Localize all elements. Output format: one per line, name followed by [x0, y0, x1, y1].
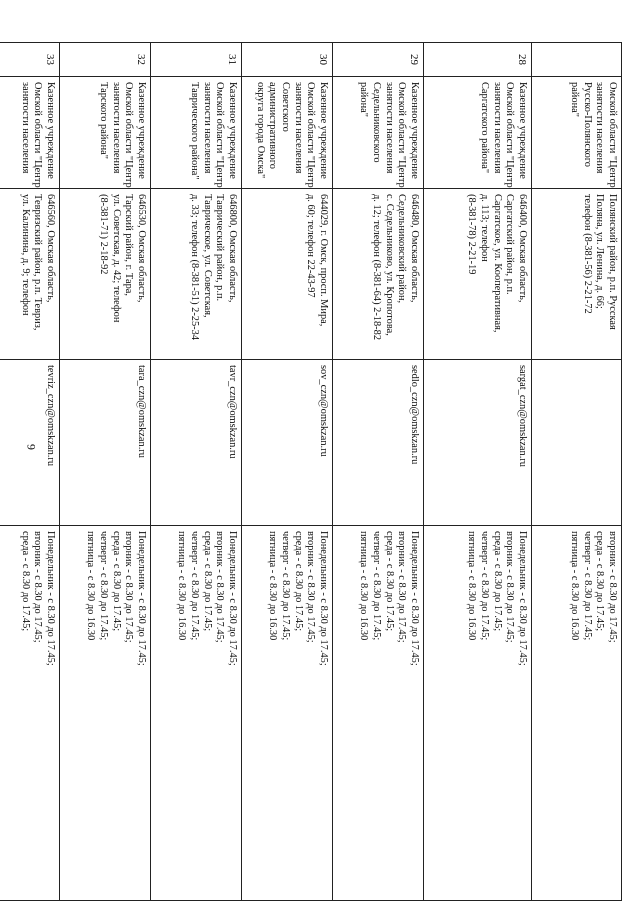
- institution-name-cell-line: Седельниковского: [370, 82, 382, 163]
- working-hours-cell-line: среда - с 8.30 до 17.45;: [491, 531, 503, 632]
- address-cell-line: Таврическое, ул. Советская,: [201, 194, 213, 318]
- address-cell-line: д. 33; телефон (8-381-51) 2-25-34: [188, 194, 200, 341]
- email-cell: tavr_czn@omskzan.ru: [151, 360, 242, 526]
- working-hours-cell: [151, 526, 242, 901]
- table-row: [0, 43, 60, 901]
- institution-name-cell-line: Казенное учреждение: [318, 82, 329, 179]
- institution-name-cell-line: Омской области "Центр: [305, 82, 317, 188]
- working-hours-cell: [60, 526, 151, 901]
- institution-name-cell-line: Тарского района": [97, 82, 109, 159]
- rotated-table-container: [19, 42, 622, 900]
- institution-name-cell: [333, 77, 424, 189]
- address-cell-line: Тевризский район, р.п. Тевриз,: [32, 194, 44, 331]
- institution-name-cell-line: Казенное учреждение: [517, 82, 528, 179]
- working-hours-cell-line: вторник - с 8.30 до 17.45;: [32, 531, 44, 643]
- working-hours-cell-line: среда - с 8.30 до 17.45;: [201, 531, 213, 632]
- address-cell-line: Саргатский район, р.п.: [504, 194, 516, 295]
- working-hours-cell: [0, 526, 60, 901]
- working-hours-cell: [333, 526, 424, 901]
- table-row: [333, 43, 424, 901]
- row-number-cell: 28: [424, 43, 532, 77]
- institution-name-cell-line: Казенное учреждение: [227, 82, 238, 179]
- address-cell-line: (8-381-71) 2-18-92: [97, 194, 109, 275]
- working-hours-cell-line: Понедельник - с 8.30 до 17.45;: [227, 531, 238, 666]
- address-cell-line: 646800, Омская область,: [227, 194, 238, 303]
- working-hours-cell: [532, 526, 622, 901]
- institution-name-cell-line: занятости населения: [491, 82, 503, 174]
- institution-name-cell-line: занятости населения: [19, 82, 31, 174]
- working-hours-cell-line: вторник - с 8.30 до 17.45;: [504, 531, 516, 643]
- email-cell: sov_czn@omskzan.ru: [242, 360, 333, 526]
- institution-name-cell-line: Омской области "Центр: [504, 82, 516, 188]
- working-hours-cell-line: четверг - с 8.30 до 17.45;: [370, 531, 382, 641]
- row-number-cell: 29: [333, 43, 424, 77]
- email-cell: sargat_czn@omskzan.ru: [424, 360, 532, 526]
- email-cell: [532, 360, 622, 526]
- institution-name-cell-line: Омской области "Центр: [607, 82, 618, 188]
- working-hours-cell-line: Понедельник - с 8.30 до 17.45;: [136, 531, 147, 666]
- working-hours-cell-line: пятница - с 8.30 до 16.30: [358, 531, 370, 641]
- institution-name-cell-line: Русско-Полянского: [581, 82, 593, 167]
- working-hours-cell-line: среда - с 8.30 до 17.45;: [594, 531, 606, 632]
- institution-name-cell-line: Советского: [279, 82, 291, 132]
- row-number-cell: 31: [151, 43, 242, 77]
- address-cell-line: 646400, Омская область,: [517, 194, 528, 303]
- working-hours-cell: [424, 526, 532, 901]
- working-hours-cell-line: среда - с 8.30 до 17.45;: [19, 531, 31, 632]
- institution-name-cell-line: занятости населения: [594, 82, 606, 174]
- institution-name-cell: [0, 77, 60, 189]
- address-cell: [333, 189, 424, 360]
- address-cell-line: 646560, Омская область,: [45, 194, 56, 303]
- address-cell: [532, 189, 622, 360]
- institution-name-cell-line: Казенное учреждение: [136, 82, 147, 179]
- institution-name-cell-line: занятости населения: [292, 82, 304, 174]
- table-row: [151, 43, 242, 901]
- address-cell-line: д. 113; телефон: [478, 194, 490, 262]
- employment-centers-table: [0, 42, 622, 901]
- address-cell-line: ул. Советская, д. 42; телефон: [110, 194, 122, 323]
- working-hours-cell-line: Понедельник - с 8.30 до 17.45;: [45, 531, 56, 666]
- address-cell-line: д. 12; телефон (8-381-64) 2-18-82: [370, 194, 382, 341]
- email-cell: sedlo_czn@omskzan.ru: [333, 360, 424, 526]
- working-hours-cell-line: вторник - с 8.30 до 17.45;: [214, 531, 226, 643]
- address-cell-line: 646530, Омская область,: [136, 194, 147, 303]
- institution-name-cell-line: Саргатского района": [478, 82, 490, 174]
- address-cell-line: д. 60; телефон 22-43-97: [305, 194, 317, 298]
- address-cell-line: Седельниковский район,: [396, 194, 408, 304]
- working-hours-cell-line: пятница - с 8.30 до 16.30: [176, 531, 188, 641]
- institution-name-cell-line: занятости населения: [110, 82, 122, 174]
- working-hours-cell-line: среда - с 8.30 до 17.45;: [383, 531, 395, 632]
- institution-name-cell-line: округа города Омска": [254, 82, 266, 179]
- address-cell-line: 646480, Омская область,: [409, 194, 420, 303]
- table-row: [60, 43, 151, 901]
- table-row: [532, 43, 622, 901]
- working-hours-cell: [242, 526, 333, 901]
- institution-name-cell-line: района": [358, 82, 370, 117]
- institution-name-cell-line: Омской области "Центр: [123, 82, 135, 188]
- working-hours-cell-line: четверг - с 8.30 до 17.45;: [188, 531, 200, 641]
- institution-name-cell-line: Омской области "Центр: [32, 82, 44, 188]
- working-hours-cell-line: вторник - с 8.30 до 17.45;: [607, 531, 618, 643]
- address-cell-line: Тарский район, г. Тара,: [123, 194, 135, 296]
- institution-name-cell-line: Казенное учреждение: [409, 82, 420, 179]
- working-hours-cell-line: вторник - с 8.30 до 17.45;: [305, 531, 317, 643]
- address-cell-line: с. Седельниково, ул. Кропотова,: [383, 194, 395, 336]
- institution-name-cell-line: Омской области "Центр: [214, 82, 226, 188]
- working-hours-cell-line: пятница - с 8.30 до 16.30: [568, 531, 580, 641]
- row-number-cell: 30: [242, 43, 333, 77]
- working-hours-cell-line: среда - с 8.30 до 17.45;: [110, 531, 122, 632]
- institution-name-cell-line: занятости населения: [383, 82, 395, 174]
- address-cell: [242, 189, 333, 360]
- institution-name-cell-line: района": [568, 82, 580, 117]
- address-cell: [424, 189, 532, 360]
- address-cell-line: телефон (8-381-56) 2-21-72: [581, 194, 593, 314]
- working-hours-cell-line: четверг - с 8.30 до 17.45;: [581, 531, 593, 641]
- institution-name-cell: [424, 77, 532, 189]
- working-hours-cell-line: четверг - с 8.30 до 17.45;: [97, 531, 109, 641]
- institution-name-cell-line: занятости населения: [201, 82, 213, 174]
- address-cell-line: Саргатское, ул. Кооперативная,: [491, 194, 503, 333]
- institution-name-cell-line: Омской области "Центр: [396, 82, 408, 188]
- institution-name-cell-line: Казенное учреждение: [45, 82, 56, 179]
- row-number-cell: [532, 43, 622, 77]
- institution-name-cell: [60, 77, 151, 189]
- working-hours-cell-line: четверг - с 8.30 до 17.45;: [478, 531, 490, 641]
- address-cell: [151, 189, 242, 360]
- address-cell: [60, 189, 151, 360]
- email-cell: tevriz_czn@omskzan.ru: [0, 360, 60, 526]
- institution-name-cell-line: административного: [267, 82, 279, 169]
- address-cell: [0, 189, 60, 360]
- page-number: 6: [24, 444, 38, 450]
- table-row: [424, 43, 532, 901]
- address-cell-line: ул. Калинина, д. 9; телефон: [19, 194, 31, 316]
- working-hours-cell-line: пятница - с 8.30 до 16.30: [267, 531, 279, 641]
- table-row: [242, 43, 333, 901]
- institution-name-cell-line: Таврического района": [188, 82, 200, 180]
- row-number-cell: 33: [0, 43, 60, 77]
- working-hours-cell-line: пятница - с 8.30 до 16.30: [85, 531, 97, 641]
- working-hours-cell-line: пятница - с 8.30 до 16.30: [466, 531, 478, 641]
- address-cell-line: Поляна, ул. Ленина, д. 66;: [594, 194, 606, 309]
- address-cell-line: (8-381-78) 2-21-19: [466, 194, 478, 275]
- institution-name-cell: [532, 77, 622, 189]
- working-hours-cell-line: четверг - с 8.30 до 17.45;: [279, 531, 291, 641]
- working-hours-cell-line: среда - с 8.30 до 17.45;: [292, 531, 304, 632]
- institution-name-cell: [151, 77, 242, 189]
- address-cell-line: Полянский район, р.п. Русская: [607, 194, 618, 330]
- working-hours-cell-line: вторник - с 8.30 до 17.45;: [396, 531, 408, 643]
- working-hours-cell-line: Понедельник - с 8.30 до 17.45;: [409, 531, 420, 666]
- working-hours-cell-line: Понедельник - с 8.30 до 17.45;: [318, 531, 329, 666]
- institution-name-cell: [242, 77, 333, 189]
- row-number-cell: 32: [60, 43, 151, 77]
- email-cell: tara_czn@omskzan.ru: [60, 360, 151, 526]
- working-hours-cell-line: Понедельник - с 8.30 до 17.45;: [517, 531, 528, 666]
- table-body: [0, 43, 622, 901]
- address-cell-line: Таврический район, р.п.: [214, 194, 226, 302]
- working-hours-cell-line: вторник - с 8.30 до 17.45;: [123, 531, 135, 643]
- address-cell-line: 644029, г. Омск, просп. Мира,: [318, 194, 329, 327]
